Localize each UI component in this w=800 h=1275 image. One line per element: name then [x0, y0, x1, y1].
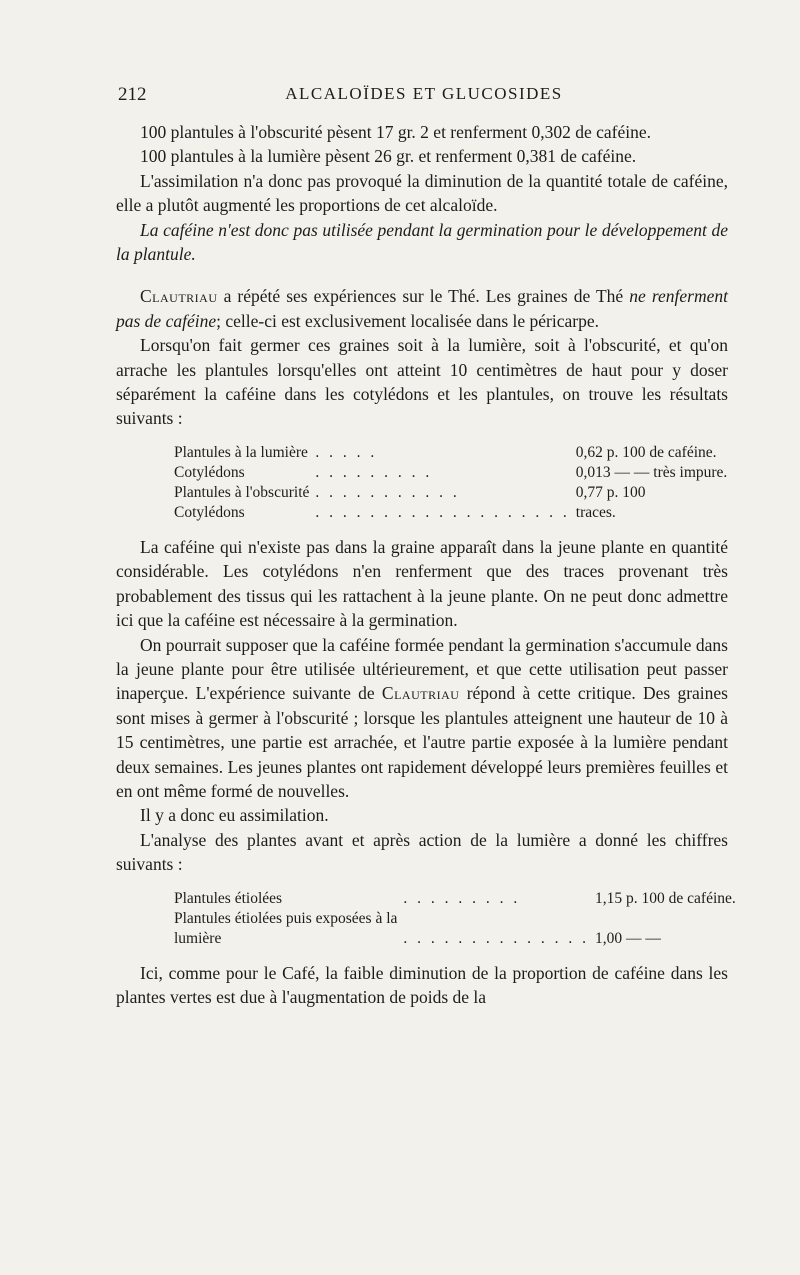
table-row: Plantules à l'obscurité . . . . . . . . . . . 0,77 p. 100 [174, 483, 646, 501]
running-title: ALCALOÏDES ET GLUCOSIDES [285, 84, 563, 103]
page-body [116, 120, 736, 1009]
paragraph-conclusion: La caféine n'est donc pas utilisée pendant la germination pour le développement de la plantule. [116, 219, 728, 265]
results-table-tea [174, 443, 733, 523]
page-header [118, 84, 730, 108]
table-row: Plantules à la lumière . . . . . 0,62 p. 100 de caféine. [174, 443, 717, 461]
paragraph: L'assimilation n'a donc pas provoqué la diminution de la quantité totale de caféine, elle a plutôt augmenté les proportions de cet alcaloïde. [116, 170, 728, 216]
paragraph: Lorsqu'on fait germer ces graines soit à la lumière, soit à l'obscurité, et qu'on arrache les plantules lorsqu'elles ont atteint 10 centimètres de haut pour y doser séparément la caféine dans les cotylédons et les plantules, on trouve les résultats suivants : [116, 335, 728, 429]
paragraph: L'analyse des plantes avant et après action de la lumière a donné les chiffres suivants : [116, 829, 728, 875]
table-row: Plantules étiolées puis exposées à la [174, 909, 398, 927]
table-row: Cotylédons . . . . . . . . . . . . . . . . . . . traces. [174, 503, 616, 521]
paragraph: 100 plantules à la lumière pèsent 26 gr. et renferment 0,381 de caféine. [140, 146, 637, 167]
paragraph: Ici, comme pour le Café, la faible diminution de la proportion de caféine dans les plantes vertes est due à l'augmentation de poids de la [116, 962, 728, 1007]
table-row: lumière . . . . . . . . . . . . . . 1,00 — — [174, 929, 661, 947]
paragraph: 100 plantules à l'obscurité pèsent 17 gr. 2 et renferment 0,302 de caféine. [140, 122, 651, 142]
paragraph: Clautriau a répété ses expériences sur le Thé. Les graines de Thé ne renferment pas de caféine; celle-ci est exclusivement localisée dans le péricarpe. [116, 286, 728, 331]
author-name: Clautriau [381, 683, 460, 704]
paragraph: La caféine qui n'existe pas dans la graine apparaît dans la jeune plante en quantité considérable. Les cotylédons n'en renferment que des traces provenant très probablement des tissus qui les rattachent à la jeune plante. On ne peut donc admettre ici que la caféine est nécessaire à la germination. [116, 536, 728, 631]
page-number: 212 [118, 84, 147, 105]
table-row: Cotylédons . . . . . . . . . 0,013 — — très impure. [174, 463, 728, 481]
results-table-light [174, 889, 742, 949]
author-name: Clautriau [140, 286, 218, 307]
table-row: Plantules étiolées . . . . . . . . . 1,15 p. 100 de caféine. [174, 889, 736, 907]
paragraph: Il y a donc eu assimilation. [140, 805, 329, 826]
paragraph: On pourrait supposer que la caféine formée pendant la germination s'accumule dans la jeune plante pour être utilisée ultérieurement, et que cette utilisation peut passer inaperçue. L'expérience suivante de Clautriau répond à cette critique. Des graines sont mises à germer à l'obscurité ; lorsque les plantules atteignent une hauteur de 10 à 15 centimètres, une partie est arrachée, et l'autre partie exposée à la lumière pendant deux semaines. Les jeunes plantes ont rapidement développé leurs premières feuilles et en ont même formé de nouvelles. [116, 634, 728, 801]
